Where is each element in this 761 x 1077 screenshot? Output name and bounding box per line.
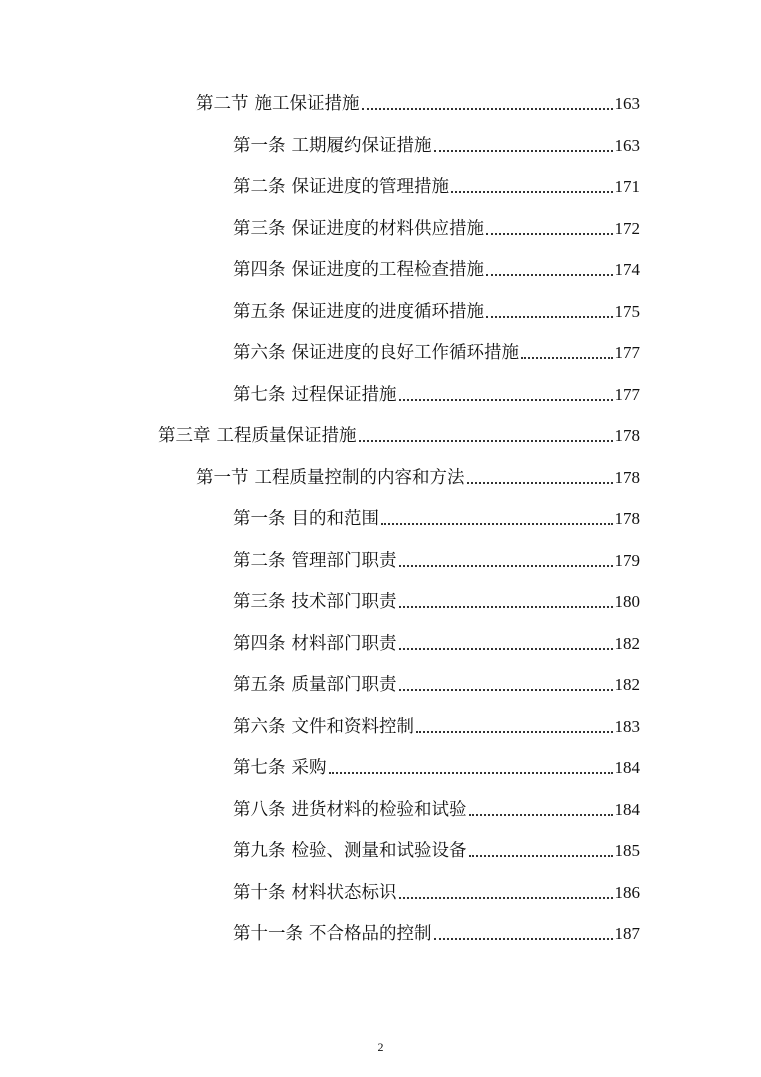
toc-entry[interactable] (233, 296, 640, 324)
toc-entry[interactable] (233, 379, 640, 407)
page-number: 2 (377, 1040, 384, 1054)
toc-entry-title: 材料部门职责 (291, 634, 397, 654)
toc-entry[interactable] (196, 88, 640, 116)
toc-entry-page: 182 (614, 634, 640, 653)
toc-entry[interactable] (233, 794, 640, 822)
toc-entry-title: 保证进度的管理措施 (291, 177, 449, 197)
dot-leader (434, 150, 613, 152)
toc-entry-title: 保证进度的良好工作循环措施 (291, 343, 519, 363)
toc-entry-page: 177 (614, 385, 640, 404)
toc-entry-page: 177 (614, 343, 640, 362)
toc-entry-title: 材料状态标识 (291, 883, 397, 903)
toc-entry-page: 163 (614, 136, 640, 155)
toc-entry-page: 182 (614, 675, 640, 694)
dot-leader (399, 399, 613, 401)
toc-entry[interactable] (233, 503, 640, 531)
dot-leader (434, 938, 613, 940)
toc-entry[interactable] (233, 918, 640, 946)
toc-entry[interactable] (233, 711, 640, 739)
toc-entry-number: 第一节 (196, 468, 249, 488)
toc-entry-title: 施工保证措施 (254, 94, 360, 114)
toc-entry-number: 第一条 (233, 509, 286, 529)
dot-leader (329, 772, 613, 774)
toc-entry-number: 第四条 (233, 634, 286, 654)
toc-entry-number: 第七条 (233, 385, 286, 405)
dot-leader (486, 233, 613, 235)
toc-entry-number: 第二条 (233, 177, 286, 197)
dot-leader (399, 565, 613, 567)
toc-entry-number: 第六条 (233, 343, 286, 363)
toc-entry[interactable] (233, 545, 640, 573)
toc-entry-title: 质量部门职责 (291, 675, 397, 695)
toc-entry[interactable] (233, 254, 640, 282)
toc-entry-number: 第三条 (233, 592, 286, 612)
toc-entry-number: 第二节 (196, 94, 249, 114)
toc-entry-page: 171 (614, 177, 640, 196)
dot-leader (467, 482, 613, 484)
dot-leader (381, 523, 613, 525)
dot-leader (486, 316, 613, 318)
dot-leader (399, 606, 613, 608)
toc-entry-page: 178 (614, 468, 640, 487)
toc-entry-page: 183 (614, 717, 640, 736)
dot-leader (521, 357, 613, 359)
toc-entry-title: 保证进度的工程检查措施 (291, 260, 484, 280)
dot-leader (416, 731, 613, 733)
dot-leader (469, 814, 613, 816)
toc-entry-number: 第十条 (233, 883, 286, 903)
dot-leader (359, 440, 613, 442)
toc-entry-title: 进货材料的检验和试验 (291, 800, 467, 820)
toc-entry[interactable] (196, 462, 640, 490)
toc-entry[interactable] (233, 586, 640, 614)
toc-entry-number: 第三条 (233, 219, 286, 239)
dot-leader (362, 108, 613, 110)
dot-leader (399, 648, 613, 650)
toc-entry-page: 184 (614, 758, 640, 777)
toc-entry-number: 第五条 (233, 675, 286, 695)
toc-entry-number: 第四条 (233, 260, 286, 280)
toc-entry-page: 184 (614, 800, 640, 819)
dot-leader (451, 191, 613, 193)
toc-entry-number: 第八条 (233, 800, 286, 820)
toc-entry-page: 185 (614, 841, 640, 860)
toc-entry[interactable] (233, 130, 640, 158)
toc-entry-title: 工程质量控制的内容和方法 (254, 468, 465, 488)
toc-entry-title: 检验、测量和试验设备 (291, 841, 467, 861)
toc-entry-title: 技术部门职责 (291, 592, 397, 612)
toc-entry-title: 保证进度的材料供应措施 (291, 219, 484, 239)
toc-entry-page: 186 (614, 883, 640, 902)
toc-entry-title: 管理部门职责 (291, 551, 397, 571)
toc-entry[interactable] (233, 835, 640, 863)
toc-entry-number: 第三章 (158, 426, 211, 446)
toc-entry[interactable] (158, 420, 640, 448)
toc-entry[interactable] (233, 337, 640, 365)
toc-entry-title: 工程质量保证措施 (216, 426, 357, 446)
toc-entry-number: 第一条 (233, 136, 286, 156)
dot-leader (469, 855, 613, 857)
toc-entry-title: 文件和资料控制 (291, 717, 414, 737)
toc-entry[interactable] (233, 213, 640, 241)
toc-entry-title: 采购 (291, 758, 327, 778)
toc-entry-number: 第九条 (233, 841, 286, 861)
toc-entry-title: 过程保证措施 (291, 385, 397, 405)
toc-entry-number: 第七条 (233, 758, 286, 778)
dot-leader (486, 274, 613, 276)
toc-entry-page: 178 (614, 509, 640, 528)
toc-entry-page: 180 (614, 592, 640, 611)
toc-entry-number: 第十一条 (233, 924, 303, 944)
toc-entry-page: 174 (614, 260, 640, 279)
toc-entry[interactable] (233, 752, 640, 780)
toc-entry-title: 保证进度的进度循环措施 (291, 302, 484, 322)
toc-entry-page: 179 (614, 551, 640, 570)
toc-entry-page: 172 (614, 219, 640, 238)
toc-entry[interactable] (233, 877, 640, 905)
toc-entry-number: 第五条 (233, 302, 286, 322)
toc-entry-title: 工期履约保证措施 (291, 136, 432, 156)
dot-leader (399, 897, 613, 899)
toc-entry-page: 163 (614, 94, 640, 113)
toc-entry[interactable] (233, 669, 640, 697)
toc-entry-number: 第六条 (233, 717, 286, 737)
toc-entry-title: 不合格品的控制 (309, 924, 432, 944)
dot-leader (399, 689, 613, 691)
toc-entry-title: 目的和范围 (291, 509, 379, 529)
toc-entry-page: 175 (614, 302, 640, 321)
toc-entry-page: 178 (614, 426, 640, 445)
toc-entry-number: 第二条 (233, 551, 286, 571)
toc-entry-page: 187 (614, 924, 640, 943)
toc-entry[interactable] (233, 628, 640, 656)
toc-entry[interactable] (233, 171, 640, 199)
